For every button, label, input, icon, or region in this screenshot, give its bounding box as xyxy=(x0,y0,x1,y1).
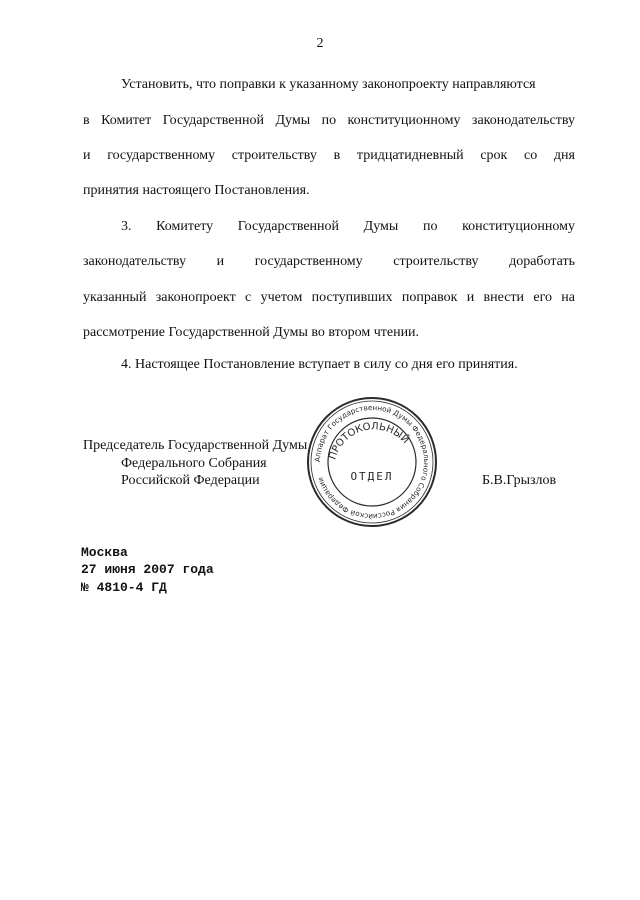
paragraph-line: в Комитет Государственной Думы по конституционному законодательству xyxy=(83,113,575,128)
document-number: № 4810-4 ГД xyxy=(81,580,167,595)
page-number: 2 xyxy=(316,36,324,51)
seal-center-top-text: ПРОТОКОЛЬНЫЙ xyxy=(327,421,411,462)
paragraph-line: и государственному строительству в тридцатидневный срок со дня xyxy=(83,148,575,163)
signatory-title-line-1: Председатель Государственной Думы xyxy=(83,438,308,453)
date: 27 июня 2007 года xyxy=(81,562,214,577)
official-seal-stamp xyxy=(304,394,440,530)
paragraph-line: рассмотрение Государственной Думы во втором чтении. xyxy=(83,325,420,340)
signatory-title-line-2: Федерального Собрания xyxy=(121,456,267,471)
seal-center-bottom-text: ОТДЕЛ xyxy=(350,470,394,483)
signatory-name: Б.В.Грызлов xyxy=(482,473,557,488)
paragraph-line: 4. Настоящее Постановление вступает в силу со дня его принятия. xyxy=(121,357,518,372)
paragraph-line: Установить, что поправки к указанному законопроекту направляются xyxy=(121,77,536,92)
paragraph-line: принятия настоящего Постановления. xyxy=(83,183,310,198)
signatory-title-line-3: Российской Федерации xyxy=(121,473,260,488)
paragraph-line: 3. Комитету Государственной Думы по конституционному xyxy=(121,219,575,234)
paragraph-line: законодательству и государственному строительству доработать xyxy=(83,254,575,269)
seal-ring-text: Аппарат Государственной Думы Федерального Собрания Российской Федерации xyxy=(312,402,432,522)
seal-graphic xyxy=(304,394,440,530)
city: Москва xyxy=(81,545,128,560)
paragraph-line: указанный законопроект с учетом поступивших поправок и внести его на xyxy=(83,290,575,305)
